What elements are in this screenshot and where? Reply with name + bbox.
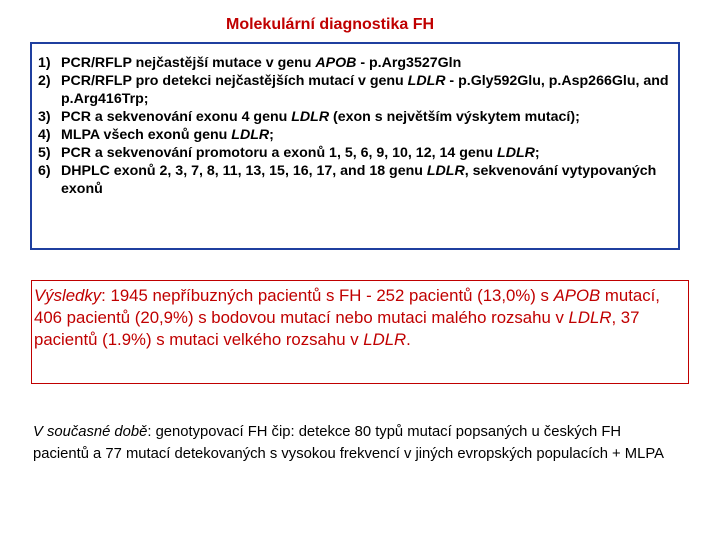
results-paragraph (34, 285, 686, 351)
gene-name: APOB (553, 286, 601, 305)
method-text: ; (269, 127, 274, 143)
current-section (33, 421, 673, 465)
method-text: PCR/RFLP pro detekci nejčastějších mutací v genu (61, 73, 408, 89)
gene-name: LDLR (291, 109, 330, 125)
method-text: (exon s největším výskytem mutací); (329, 109, 580, 125)
method-number: 1) (38, 55, 51, 71)
results-label: Výsledky (34, 286, 102, 305)
method-item (38, 162, 674, 198)
current-label: V současné době (33, 424, 148, 440)
gene-name: LDLR (407, 73, 446, 89)
method-text: , sekvenování vytypovaných exonů (61, 163, 657, 197)
current-text: : genotypovací FH čip: detekce 80 typů mutací popsaných u českých FH pacientů a 77 mutací detekovaných s vysokou frekvencí v jiných evropských populacích + MLPA (33, 424, 664, 462)
method-text: MLPA všech exonů genu (61, 127, 232, 143)
method-text: ; (534, 145, 540, 161)
gene-name: LDLR (231, 127, 270, 143)
methods-list (38, 54, 674, 198)
current-paragraph (33, 421, 673, 465)
method-item (38, 126, 674, 144)
method-number: 5) (38, 145, 51, 161)
method-text: - p.Arg3527Gln (356, 55, 462, 71)
method-text: DHPLC exonů 2, 3, 7, 8, 11, 13, 15, 16, 17, and 18 genu (61, 163, 427, 179)
method-number: 4) (38, 127, 51, 143)
page-title: Molekulární diagnostika FH (225, 16, 435, 33)
method-item (38, 72, 674, 108)
method-number: 2) (38, 73, 51, 89)
method-text: - p.Gly592Glu, p.Asp266Glu, and p.Arg416Trp; (61, 73, 669, 107)
method-number: 6) (38, 163, 51, 179)
gene-name: LDLR (568, 308, 612, 327)
results-text: . (406, 330, 411, 349)
results-box (31, 280, 689, 384)
method-item (38, 108, 674, 126)
method-item (38, 54, 674, 72)
gene-name: LDLR (363, 330, 407, 349)
method-number: 3) (38, 109, 51, 125)
results-text: mutací, 406 pacientů (20,9%) s bodovou mutací nebo mutaci malého rozsahu v (34, 286, 660, 327)
gene-name: LDLR (497, 145, 535, 161)
gene-name: APOB (315, 55, 357, 71)
results-text: , 37 pacientů (1.9%) s mutaci velkého rozsahu v (34, 308, 640, 349)
methods-box (30, 42, 680, 250)
method-text: PCR a sekvenování exonu 4 genu (61, 109, 292, 125)
gene-name: LDLR (426, 163, 465, 179)
method-text: PCR a sekvenování promotoru a exonů 1, 5, 6, 9, 10, 12, 14 genu (61, 145, 498, 161)
method-text: PCR/RFLP nejčastější mutace v genu (61, 55, 316, 71)
method-item (38, 144, 674, 162)
results-text: : 1945 nepříbuzných pacientů s FH - 252 pacientů (13,0%) s (101, 286, 554, 305)
